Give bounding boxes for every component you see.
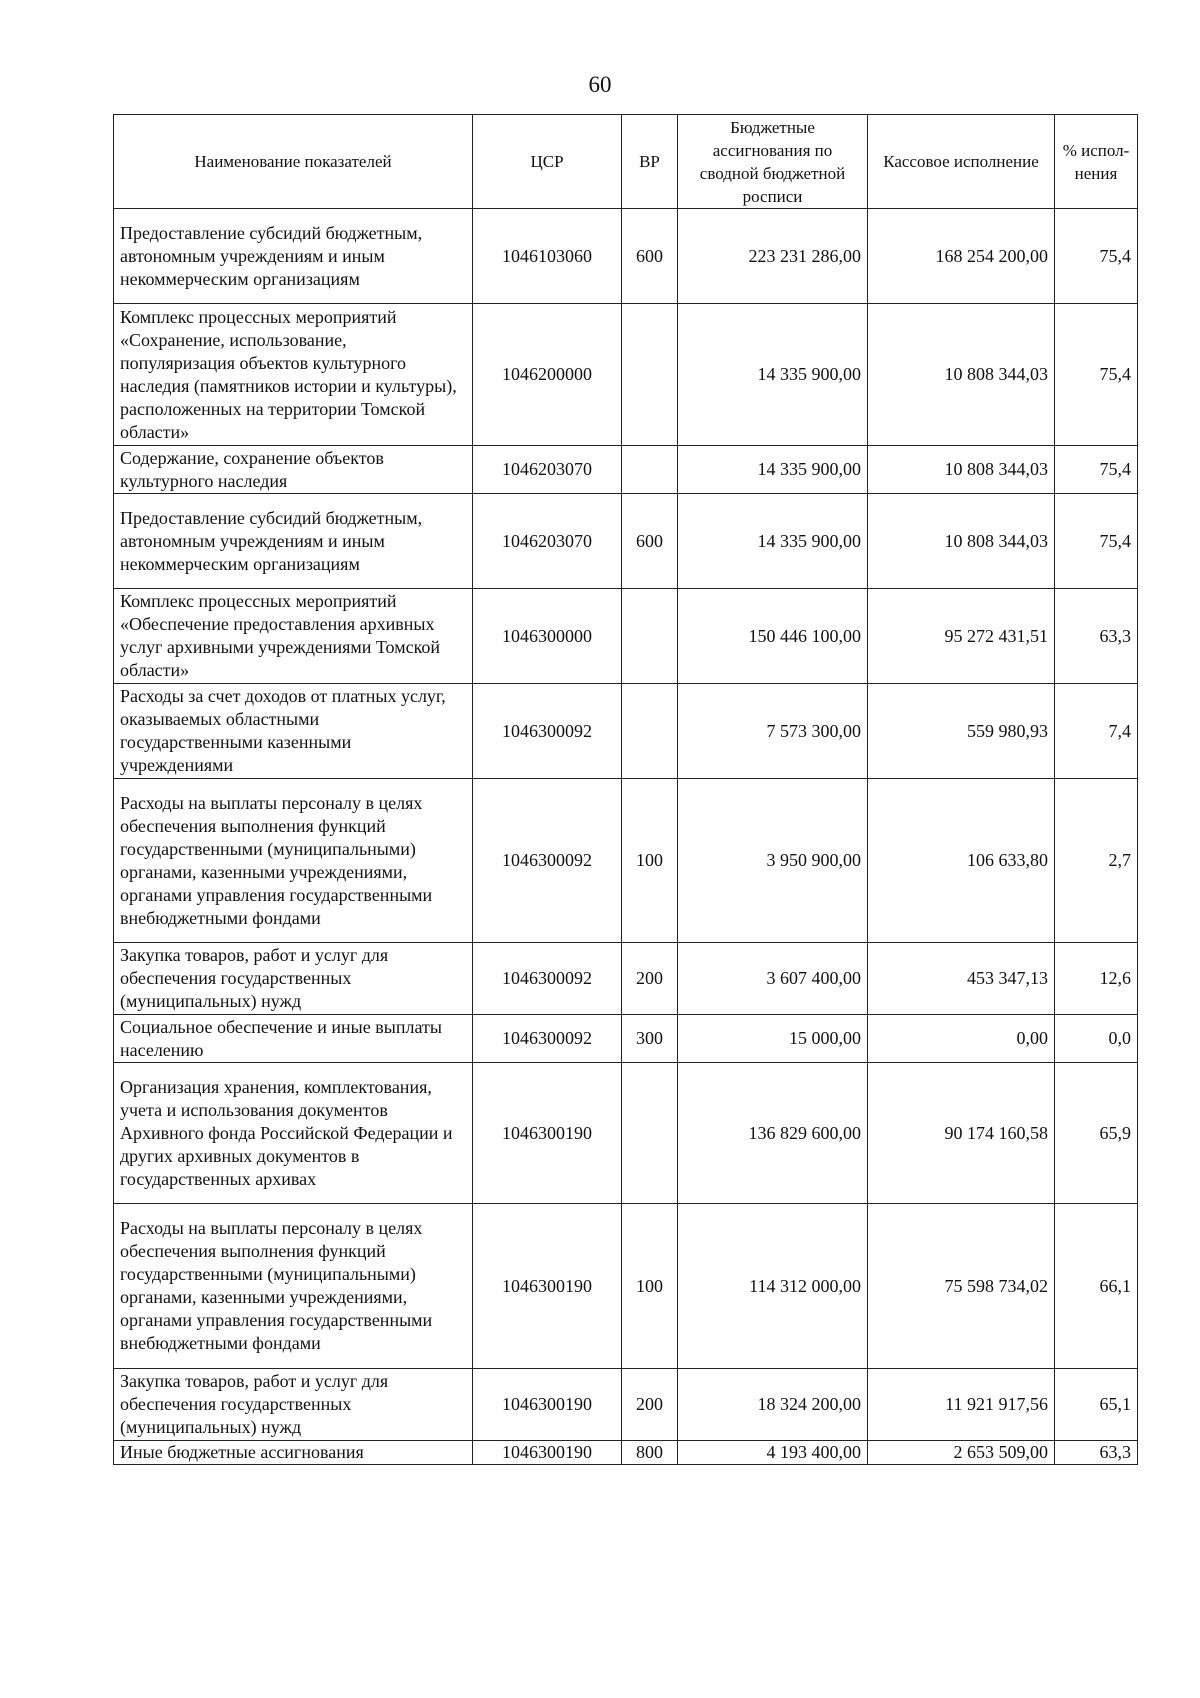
row-budget: 3 607 400,00 xyxy=(678,943,868,1015)
row-cash: 106 633,80 xyxy=(868,779,1055,943)
header-csr: ЦСР xyxy=(473,115,622,209)
row-vr xyxy=(622,304,678,446)
page-number: 60 xyxy=(588,72,612,97)
row-csr: 1046300092 xyxy=(473,1015,622,1063)
row-percent: 66,1 xyxy=(1055,1204,1138,1369)
row-csr: 1046300190 xyxy=(473,1441,622,1465)
row-name: Комплекс процессных мероприятий «Обеспечение предоставления архивных услуг архивными учреждениями Томской области» xyxy=(114,589,473,684)
row-name: Комплекс процессных мероприятий «Сохранение, использование, популяризация объектов культурного наследия (памятников истории и культуры), расположенных на территории Томской области» xyxy=(114,304,473,446)
row-name: Предоставление субсидий бюджетным, автономным учреждениям и иным некоммерческим организациям xyxy=(114,494,473,589)
table-row xyxy=(114,494,1138,589)
row-budget: 14 335 900,00 xyxy=(678,446,868,494)
table-row xyxy=(114,779,1138,943)
row-percent: 63,3 xyxy=(1055,1441,1138,1465)
budget-execution-table xyxy=(113,114,1138,1465)
header-cash: Кассовое исполнение xyxy=(868,115,1055,209)
table-row xyxy=(114,304,1138,446)
table-row xyxy=(114,684,1138,779)
row-cash: 11 921 917,56 xyxy=(868,1369,1055,1441)
row-name: Предоставление субсидий бюджетным, автономным учреждениям и иным некоммерческим организациям xyxy=(114,209,473,304)
row-vr xyxy=(622,589,678,684)
row-csr: 1046203070 xyxy=(473,494,622,589)
row-name: Организация хранения, комплектования, учета и использования документов Архивного фонда Российской Федерации и других архивных документов в государственных архивах xyxy=(114,1063,473,1204)
row-budget: 136 829 600,00 xyxy=(678,1063,868,1204)
row-cash: 559 980,93 xyxy=(868,684,1055,779)
row-percent: 63,3 xyxy=(1055,589,1138,684)
table-row xyxy=(114,1204,1138,1369)
table-row xyxy=(114,1063,1138,1204)
row-name: Закупка товаров, работ и услуг для обеспечения государственных (муниципальных) нужд xyxy=(114,1369,473,1441)
row-percent: 65,9 xyxy=(1055,1063,1138,1204)
row-budget: 3 950 900,00 xyxy=(678,779,868,943)
row-csr: 1046203070 xyxy=(473,446,622,494)
row-percent: 75,4 xyxy=(1055,209,1138,304)
row-percent: 7,4 xyxy=(1055,684,1138,779)
table-header-row xyxy=(114,115,1138,209)
row-budget: 14 335 900,00 xyxy=(678,304,868,446)
row-cash: 10 808 344,03 xyxy=(868,446,1055,494)
row-budget: 18 324 200,00 xyxy=(678,1369,868,1441)
row-percent: 75,4 xyxy=(1055,494,1138,589)
row-percent: 12,6 xyxy=(1055,943,1138,1015)
row-vr xyxy=(622,1063,678,1204)
row-name: Закупка товаров, работ и услуг для обеспечения государственных (муниципальных) нужд xyxy=(114,943,473,1015)
row-cash: 90 174 160,58 xyxy=(868,1063,1055,1204)
table-row xyxy=(114,1015,1138,1063)
row-vr: 100 xyxy=(622,779,678,943)
row-percent: 0,0 xyxy=(1055,1015,1138,1063)
row-vr: 200 xyxy=(622,1369,678,1441)
row-budget: 14 335 900,00 xyxy=(678,494,868,589)
row-name: Расходы на выплаты персоналу в целях обеспечения выполнения функций государственными (муниципальными) органами, казенными учреждениями, органами управления государственными внебюджетными фондами xyxy=(114,779,473,943)
row-csr: 1046300000 xyxy=(473,589,622,684)
row-name: Содержание, сохранение объектов культурного наследия xyxy=(114,446,473,494)
row-vr: 600 xyxy=(622,494,678,589)
row-csr: 1046103060 xyxy=(473,209,622,304)
row-cash: 95 272 431,51 xyxy=(868,589,1055,684)
table-row xyxy=(114,209,1138,304)
row-cash: 10 808 344,03 xyxy=(868,494,1055,589)
header-name: Наименование показателей xyxy=(114,115,473,209)
row-cash: 75 598 734,02 xyxy=(868,1204,1055,1369)
row-csr: 1046300092 xyxy=(473,943,622,1015)
row-name: Расходы за счет доходов от платных услуг, оказываемых областными государственными казенными учреждениями xyxy=(114,684,473,779)
row-cash: 453 347,13 xyxy=(868,943,1055,1015)
table-row xyxy=(114,1369,1138,1441)
row-csr: 1046300190 xyxy=(473,1063,622,1204)
row-name: Социальное обеспечение и иные выплаты населению xyxy=(114,1015,473,1063)
row-vr: 100 xyxy=(622,1204,678,1369)
row-csr: 1046300092 xyxy=(473,684,622,779)
row-percent: 75,4 xyxy=(1055,304,1138,446)
row-csr: 1046300092 xyxy=(473,779,622,943)
row-budget: 7 573 300,00 xyxy=(678,684,868,779)
row-vr: 800 xyxy=(622,1441,678,1465)
row-budget: 150 446 100,00 xyxy=(678,589,868,684)
row-cash: 10 808 344,03 xyxy=(868,304,1055,446)
row-budget: 15 000,00 xyxy=(678,1015,868,1063)
row-cash: 168 254 200,00 xyxy=(868,209,1055,304)
row-vr xyxy=(622,446,678,494)
row-csr: 1046200000 xyxy=(473,304,622,446)
header-budget: Бюджетные ассигнования по сводной бюджетной росписи xyxy=(678,115,868,209)
row-cash: 0,00 xyxy=(868,1015,1055,1063)
row-percent: 75,4 xyxy=(1055,446,1138,494)
header-vr: ВР xyxy=(622,115,678,209)
row-csr: 1046300190 xyxy=(473,1204,622,1369)
table-row xyxy=(114,943,1138,1015)
row-budget: 114 312 000,00 xyxy=(678,1204,868,1369)
row-vr xyxy=(622,684,678,779)
row-csr: 1046300190 xyxy=(473,1369,622,1441)
row-vr: 600 xyxy=(622,209,678,304)
table-row xyxy=(114,589,1138,684)
table-row xyxy=(114,1441,1138,1465)
row-name: Расходы на выплаты персоналу в целях обеспечения выполнения функций государственными (муниципальными) органами, казенными учреждениями, органами управления государственными внебюджетными фондами xyxy=(114,1204,473,1369)
row-cash: 2 653 509,00 xyxy=(868,1441,1055,1465)
row-vr: 200 xyxy=(622,943,678,1015)
row-budget: 223 231 286,00 xyxy=(678,209,868,304)
row-name: Иные бюджетные ассигнования xyxy=(114,1441,473,1465)
table-row xyxy=(114,446,1138,494)
row-percent: 65,1 xyxy=(1055,1369,1138,1441)
header-percent: % испол-нения xyxy=(1055,115,1138,209)
row-budget: 4 193 400,00 xyxy=(678,1441,868,1465)
row-vr: 300 xyxy=(622,1015,678,1063)
row-percent: 2,7 xyxy=(1055,779,1138,943)
